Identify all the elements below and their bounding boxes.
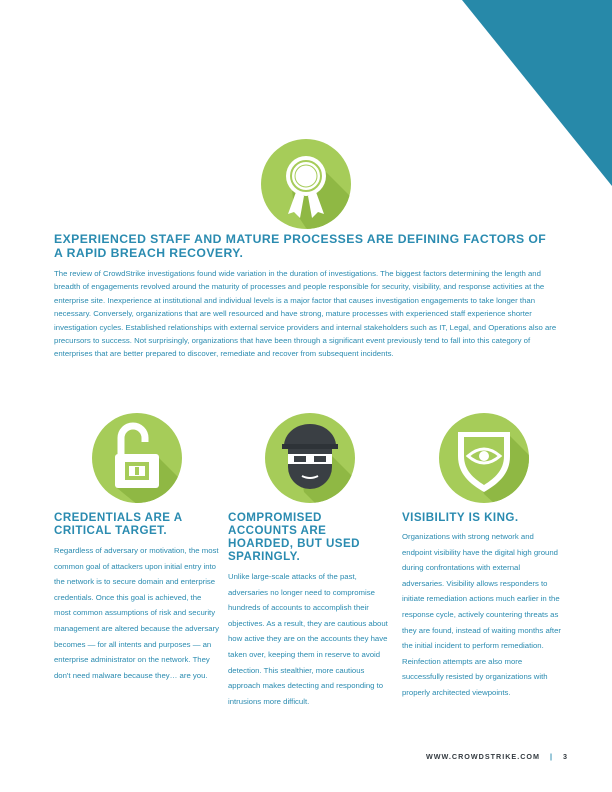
column-heading: CREDENTIALS ARE A CRITICAL TARGET. <box>54 511 183 537</box>
page-number: 3 <box>563 752 568 761</box>
column-credentials <box>54 511 220 683</box>
column-compromised-accounts <box>228 511 388 709</box>
shield-eye-icon <box>438 412 530 504</box>
column-body: Organizations with strong network and endpoint visibility have the digital high ground during confrontations with external adversaries. Visibility allows responders to initiate remediation actions much earlier in the response cycle, actively countering threats as they are found, instead of waiting months after the initial incident to perform remediation. Reinfection attempts are also more successfully resisted by organizations with properly architected viewpoints. <box>402 532 561 697</box>
column-heading: COMPROMISED ACCOUNTS ARE HOARDED, BUT USED SPARINGLY. <box>228 511 360 563</box>
main-section-body: The review of CrowdStrike investigations found wide variation in the duration of investigations. The biggest factors determining the length and breadth of engagements revolved around the maturity of processes and people responsible for security, visibility, and response activities at the enterprise site. Inexperience at institutional and individual levels is a major factor that causes investigation engagements to take longer than necessary. Conversely, organizations that are well resourced and have strong, mature processes with experienced staff experience shorter investigation cycles. Established relationships with external service providers and internal stakeholders such as IT, Legal, and Operations also are precursors to success. Not surprisingly, organizations that have been through a significant event previously tend to fall into this category of enterprises that are better prepared to discover, remediate and recover from subsequent incidents. <box>54 269 557 359</box>
footer-separator: | <box>549 752 553 761</box>
unlocked-padlock-icon <box>91 412 183 504</box>
masked-thief-icon <box>264 412 356 504</box>
footer-website-link[interactable]: WWW.CROWDSTRIKE.COM <box>425 752 540 761</box>
corner-triangle-decoration <box>462 0 612 186</box>
main-section-heading: EXPERIENCED STAFF AND MATURE PROCESSES ARE DEFINING FACTORS OF A RAPID BREACH RECOVERY. <box>54 232 547 260</box>
column-visibility <box>402 511 562 701</box>
column-body: Unlike large-scale attacks of the past, adversaries no longer need to compromise hundreds of accounts to accomplish their objectives. As a result, they are cautious about how active they are on the accounts they have taken over, keeping them in reserve to avoid detection. This stealthier, more cautious approach makes detecting and responding to intrusions more difficult. <box>228 572 388 706</box>
column-heading: VISIBILITY IS KING. <box>402 511 519 524</box>
column-body: Regardless of adversary or motivation, the most common goal of attackers upon initial entry into the network is to secure domain and enterprise credentials. Once this goal is achieved, the most common assumptions of risk and security management are altered because the adversary becomes — for all intents and purposes — an enterprise administrator on the network. They don't need malware because they… are you. <box>54 546 220 680</box>
page-footer <box>426 752 568 761</box>
award-ribbon-icon <box>260 138 352 230</box>
